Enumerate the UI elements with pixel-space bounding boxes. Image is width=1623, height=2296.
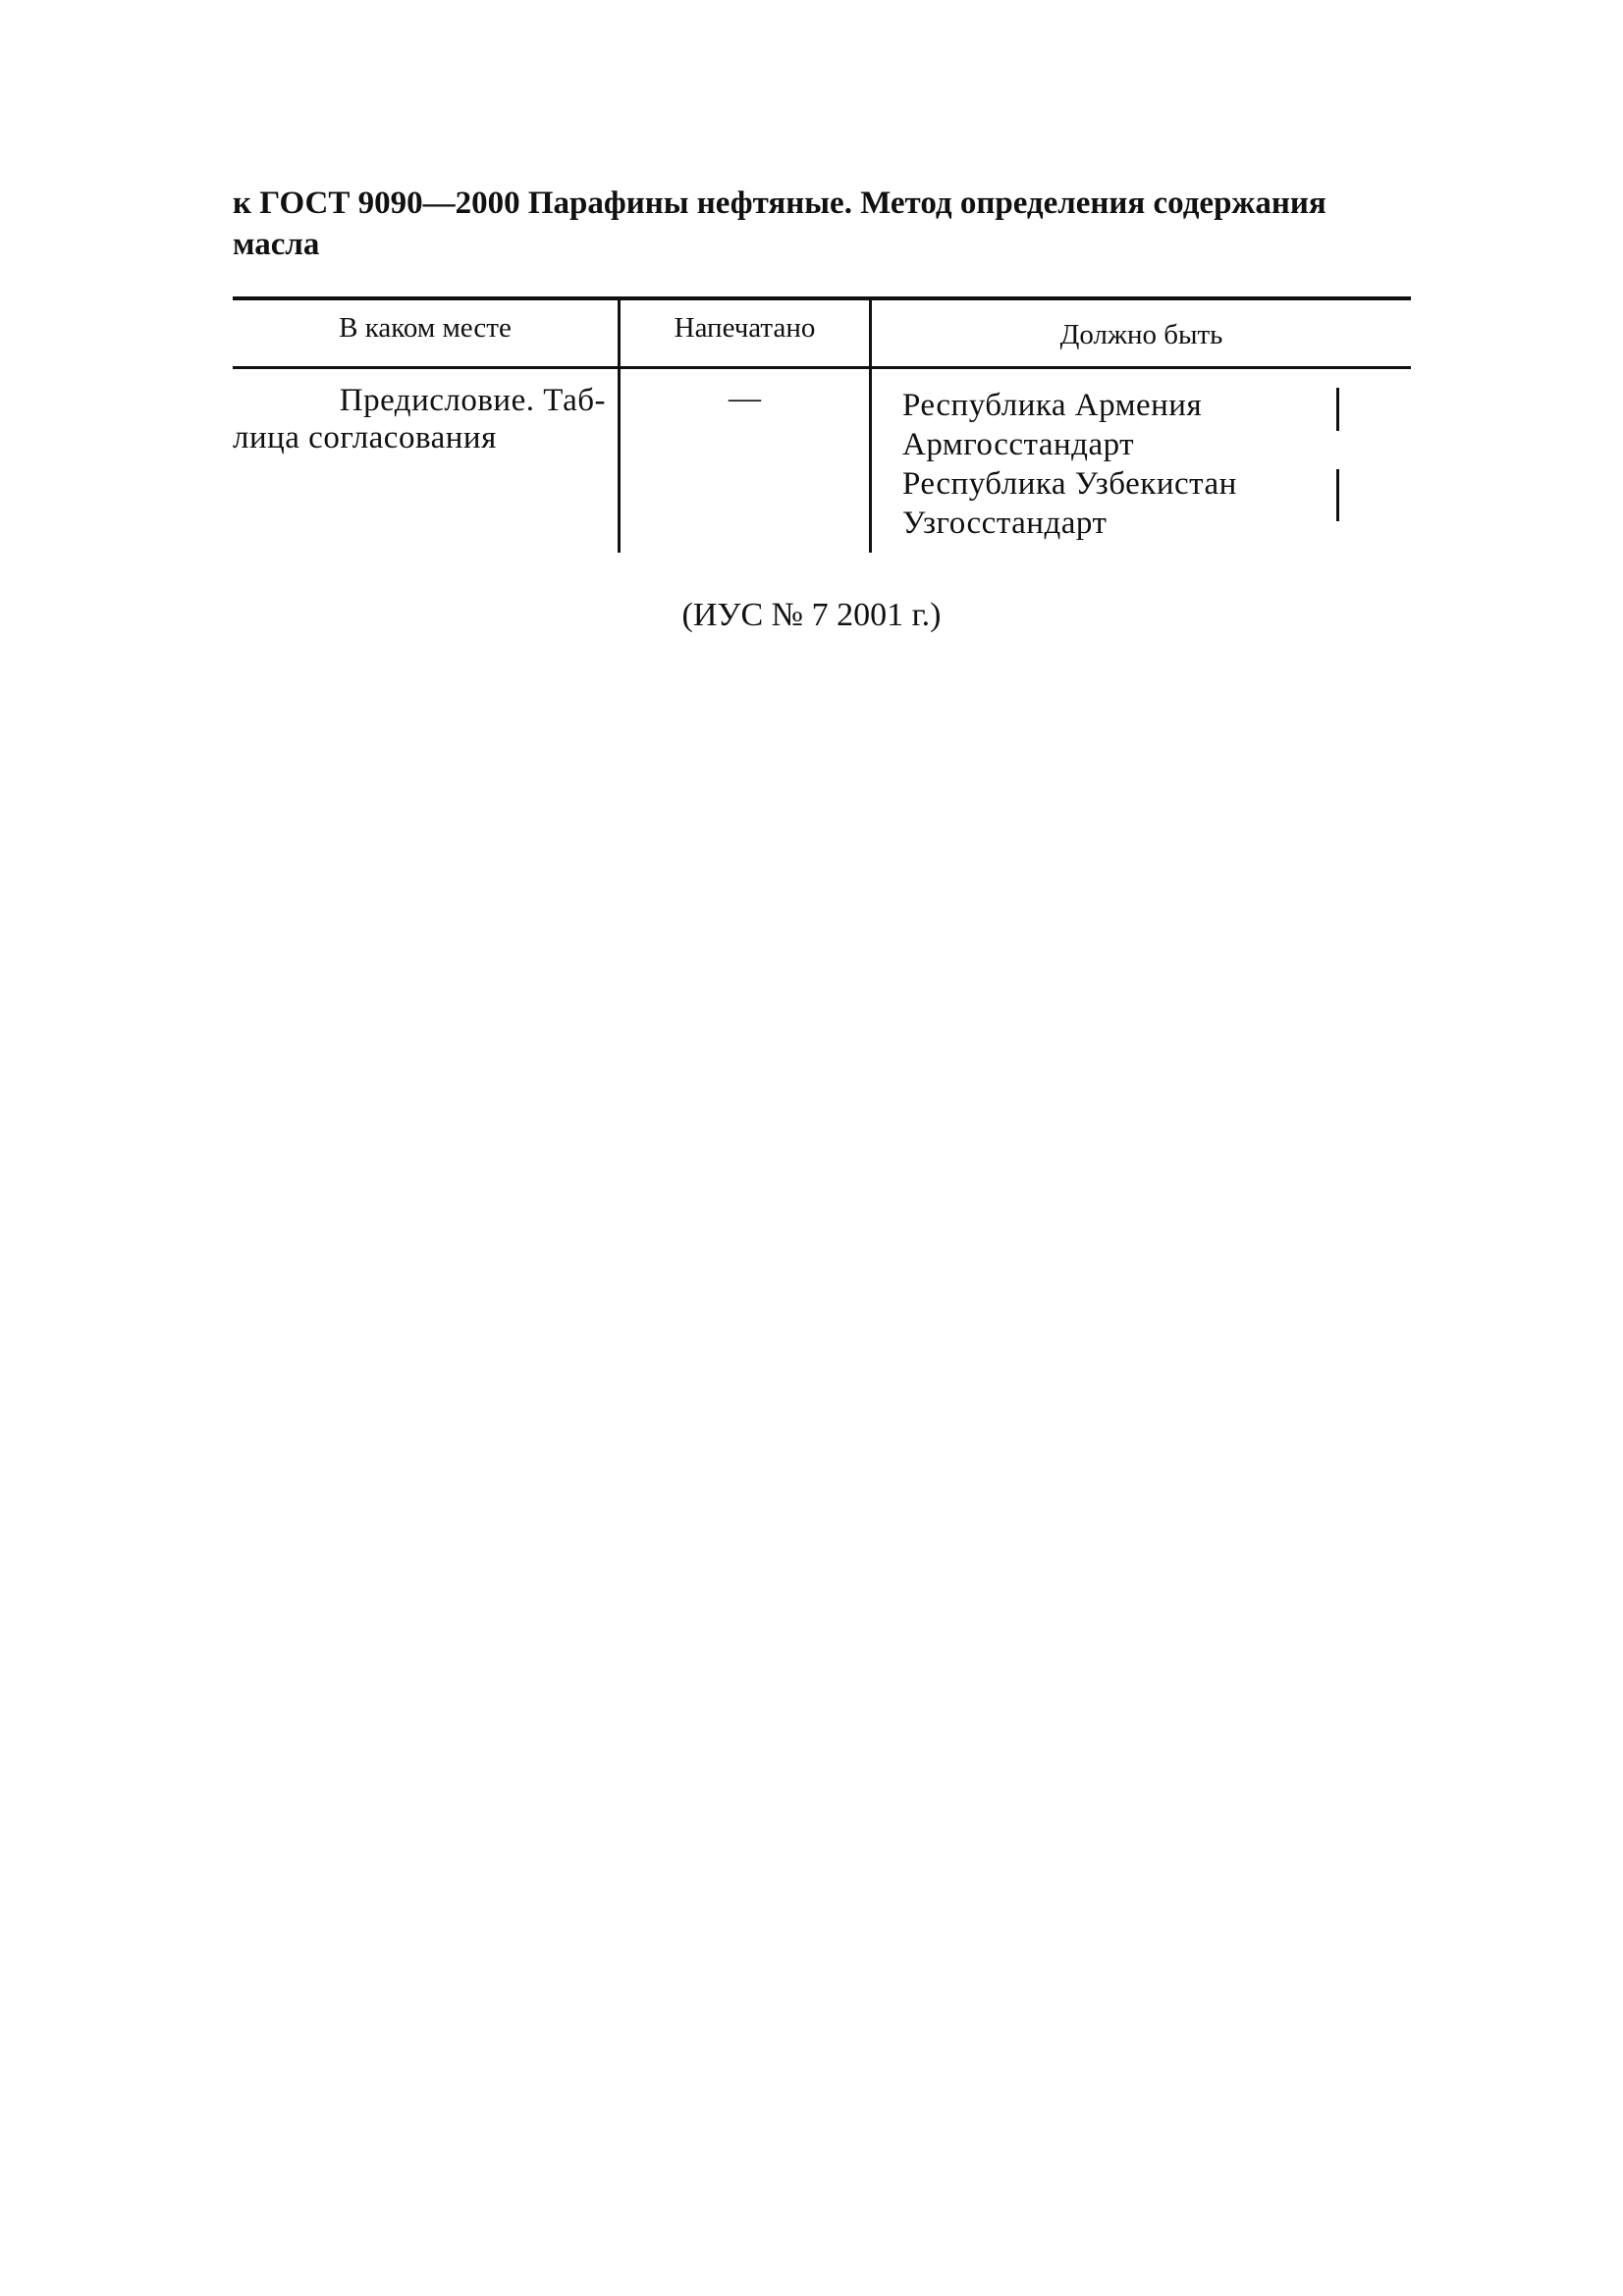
table-header-rule: [233, 366, 1411, 369]
table-cell-place: [233, 382, 606, 456]
should-be-line-2: Армгосстандарт: [902, 427, 1135, 462]
bracket-bar: [1336, 388, 1339, 431]
source-reference: (ИУС № 7 2001 г.): [681, 597, 942, 633]
table-cell-should-be: [902, 386, 1315, 543]
place-line-1: Предисловие. Таб-: [339, 383, 606, 418]
should-be-line-1: Республика Армения: [902, 388, 1203, 423]
column-header-place: В каком месте: [339, 312, 512, 344]
should-be-line-3: Республика Узбекистан: [902, 466, 1237, 502]
bracket-bar: [1336, 469, 1339, 521]
table-top-rule: [233, 296, 1411, 300]
amendment-heading: к ГОСТ 9090—2000 Парафины нефтяные. Метод определения содержания масла: [233, 186, 1326, 262]
should-be-line-4: Узгосстандарт: [902, 506, 1108, 541]
place-line-2: лица согласования: [233, 420, 497, 455]
table-cell-printed: —: [729, 381, 761, 416]
column-header-printed: Напечатано: [674, 312, 816, 344]
column-header-should-be: Должно быть: [1059, 319, 1223, 350]
